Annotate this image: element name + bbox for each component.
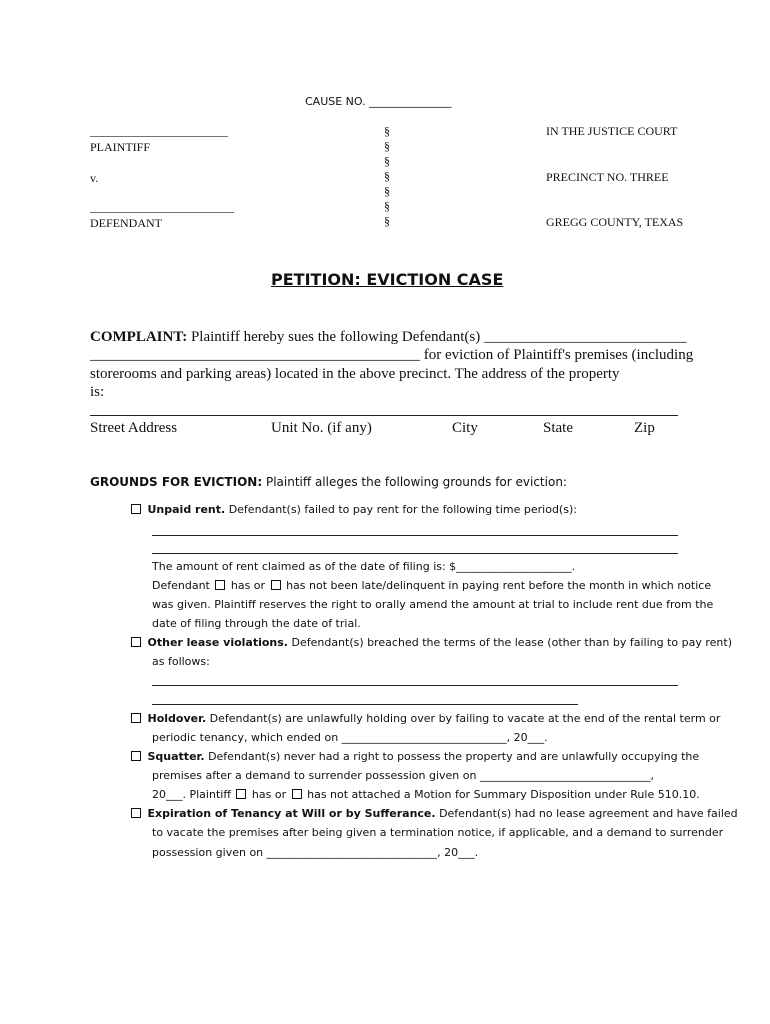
other-violations-blank-line[interactable]	[152, 685, 678, 686]
page-title: PETITION: EVICTION CASE	[271, 270, 504, 289]
late-text-a: Defendant	[152, 579, 210, 592]
holdover-line-2: periodic tenancy, which ended on ______________________________, 20___.	[152, 731, 548, 744]
complaint-text: Plaintiff hereby sues the following Defendant(s) ___________________________	[190, 329, 687, 345]
section-mark: §	[384, 169, 390, 183]
grounds-label: GROUNDS FOR EVICTION:	[90, 475, 263, 489]
complaint-line-2: ____________________________________________ for eviction of Plaintiff's premises (including	[90, 347, 694, 363]
holdover-title: Holdover.	[147, 712, 207, 725]
other-violations-line-2: as follows:	[152, 655, 210, 668]
unpaid-rent-line-2: was given. Plaintiff reserves the right to orally amend the amount at trial to include rent due from the	[152, 598, 714, 611]
address-field-zip: Zip	[634, 420, 655, 436]
expiration-title: Expiration of Tenancy at Will or by Sufferance.	[147, 807, 436, 820]
expiration-line-3: possession given on _______________________________, 20___.	[152, 846, 479, 859]
defendant-label: DEFENDANT	[90, 216, 162, 230]
unpaid-rent-title: Unpaid rent.	[147, 503, 226, 516]
grounds-intro: Plaintiff alleges the following grounds for eviction:	[265, 475, 567, 489]
complaint-line-3: storerooms and parking areas) located in the above precinct. The address of the property	[90, 366, 620, 382]
address-field-street: Street Address	[90, 420, 178, 436]
expiration-checkbox[interactable]	[131, 808, 141, 818]
section-mark: §	[384, 184, 390, 198]
unpaid-rent-late-line	[152, 579, 711, 592]
squatter-text: Defendant(s) never had a right to possess the property and are unlawfully occupying the	[208, 750, 700, 763]
precinct-number: PRECINCT NO. THREE	[546, 170, 669, 184]
motion-has-checkbox[interactable]	[236, 789, 246, 799]
address-line	[90, 415, 678, 416]
section-mark: §	[384, 199, 390, 213]
grounds-heading	[90, 475, 567, 489]
squatter-title: Squatter.	[147, 750, 205, 763]
county-name: GREGG COUNTY, TEXAS	[546, 215, 684, 229]
expiration-line-2: to vacate the premises after being given a termination notice, if applicable, and a demand to surrender	[152, 826, 724, 839]
holdover-item	[131, 712, 720, 725]
unpaid-rent-checkbox[interactable]	[131, 504, 141, 514]
squatter-text-b: has or	[251, 788, 287, 801]
address-field-unit: Unit No. (if any)	[271, 420, 372, 436]
unpaid-rent-amount: The amount of rent claimed as of the date of filing is: $_____________________.	[152, 560, 576, 573]
section-mark: §	[384, 124, 390, 138]
cause-number: CAUSE NO. _______________	[305, 95, 452, 108]
squatter-text-a: 20___. Plaintiff	[152, 788, 231, 801]
late-text-b: has or	[230, 579, 266, 592]
late-has-not-checkbox[interactable]	[271, 580, 281, 590]
unpaid-rent-text: Defendant(s) failed to pay rent for the following time period(s):	[228, 503, 577, 516]
complaint-line-1	[90, 329, 686, 346]
plaintiff-label: PLAINTIFF	[90, 140, 151, 154]
section-mark: §	[384, 214, 390, 228]
motion-has-not-checkbox[interactable]	[292, 789, 302, 799]
versus-label: v.	[90, 171, 99, 185]
unpaid-rent-period-line[interactable]	[152, 535, 678, 536]
other-violations-item	[131, 636, 732, 649]
squatter-item	[131, 750, 699, 763]
section-mark: §	[384, 154, 390, 168]
address-field-city: City	[452, 420, 478, 436]
court-name: IN THE JUSTICE COURT	[546, 124, 678, 138]
other-violations-blank-line[interactable]	[152, 704, 578, 705]
late-text-c: has not been late/delinquent in paying rent before the month in which notice	[286, 579, 712, 592]
expiration-text: Defendant(s) had no lease agreement and have failed	[439, 807, 738, 820]
complaint-label: COMPLAINT:	[90, 329, 188, 345]
squatter-checkbox[interactable]	[131, 751, 141, 761]
squatter-line-3	[152, 788, 700, 801]
late-has-checkbox[interactable]	[215, 580, 225, 590]
unpaid-rent-item	[131, 503, 577, 516]
address-field-state: State	[543, 420, 573, 436]
plaintiff-blank: _______________________	[90, 124, 228, 138]
holdover-text: Defendant(s) are unlawfully holding over by failing to vacate at the end of the rental term or	[209, 712, 721, 725]
defendant-blank: ________________________	[90, 200, 234, 214]
complaint-line-4: is:	[90, 384, 105, 400]
holdover-checkbox[interactable]	[131, 713, 141, 723]
expiration-item	[131, 807, 738, 820]
section-mark: §	[384, 139, 390, 153]
other-violations-title: Other lease violations.	[147, 636, 288, 649]
squatter-text-c: has not attached a Motion for Summary Disposition under Rule 510.10.	[307, 788, 700, 801]
squatter-line-2: premises after a demand to surrender possession given on _______________________________,	[152, 769, 654, 782]
other-violations-text: Defendant(s) breached the terms of the lease (other than by failing to pay rent)	[291, 636, 732, 649]
other-violations-checkbox[interactable]	[131, 637, 141, 647]
unpaid-rent-period-line[interactable]	[152, 553, 678, 554]
unpaid-rent-line-3: date of filing through the date of trial.	[152, 617, 361, 630]
